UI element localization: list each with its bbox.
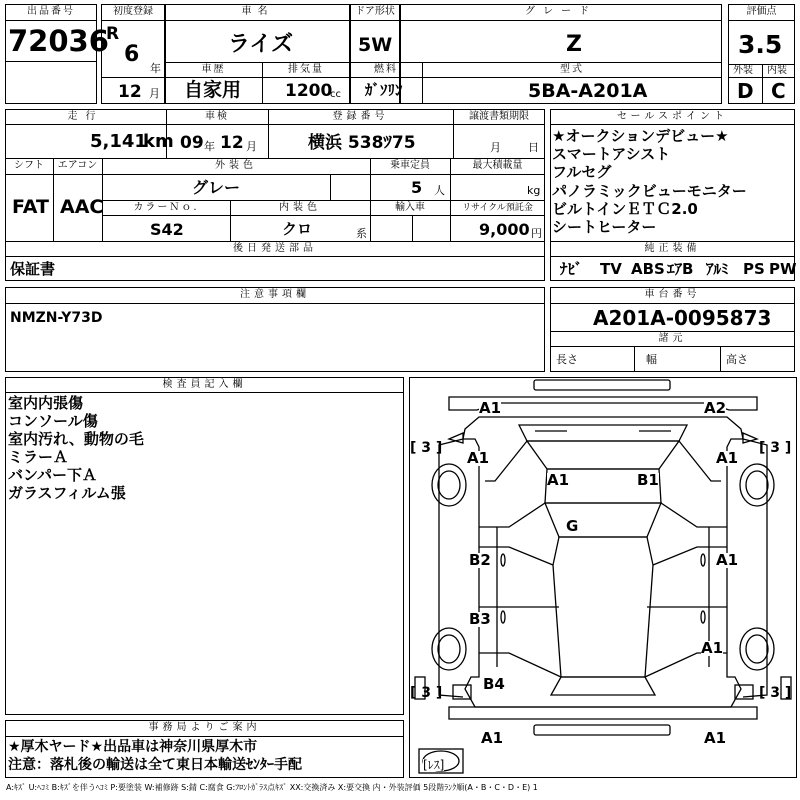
inspector-line-3: 室内汚れ、動物の毛 [8, 430, 144, 448]
inspection-year-unit: 年 [204, 140, 215, 153]
chassis-number: A201A-0095873 [593, 306, 772, 330]
plate-label: 登録番号 [332, 111, 389, 122]
first-reg-label: 初度登録 [113, 6, 153, 17]
door-type: 5W [358, 34, 393, 56]
shift: FAT [12, 196, 49, 218]
int-grade: C [771, 79, 786, 103]
tire-front-right: [ 3 ] [759, 440, 792, 456]
lot-number: 72036 [8, 24, 109, 58]
mark-front-fender-right: A1 [716, 449, 739, 467]
specs-label: 諸元 [658, 333, 687, 344]
equip-alloy: ｱﾙﾐ [706, 260, 729, 278]
mileage: 5,141 [90, 131, 147, 152]
equipment-label: 純正装備 [644, 243, 701, 254]
fuel-label: 燃料 [374, 64, 398, 75]
mark-rear-bumper-left: A1 [481, 729, 504, 747]
int-grade-label: 内装 [767, 65, 787, 76]
mark-front-fender-left: A1 [467, 449, 490, 467]
tire-rear-right: [ 3 ] [759, 685, 792, 701]
inspection-year: 09 [180, 133, 204, 153]
color-no-label: カラーＮｏ. [133, 202, 199, 213]
inspector-line-6: ガラスフィルム張 [8, 484, 126, 502]
later-parts: 保証書 [10, 260, 56, 278]
sales-point-1: ★オークションデビュー★ [552, 127, 729, 145]
score-label: 評価点 [746, 6, 777, 17]
capacity: 5 [411, 178, 423, 197]
notes-text: NMZN-Y73D [10, 310, 103, 326]
history-label: 車歴 [201, 64, 226, 75]
equip-navi: ﾅﾋﾞ [560, 260, 583, 278]
displacement-label: 排気量 [288, 64, 324, 75]
inspection-month: 12 [220, 133, 244, 153]
ext-grade: D [737, 79, 754, 103]
car-name-label: 車名 [241, 6, 274, 17]
mark-rear-door-left: B3 [469, 610, 491, 628]
recycle: 9,000 [479, 220, 530, 239]
door-label: ドア形状 [355, 6, 395, 17]
car-diagram [409, 377, 797, 778]
max-load-unit: kg [527, 184, 541, 197]
capacity-unit: 人 [434, 184, 445, 197]
first-reg-year-unit: 年 [150, 62, 161, 75]
spec-width-label: 幅 [646, 353, 657, 366]
mark-front-bumper-left: A1 [479, 399, 502, 417]
fuel: ｶﾞｿﾘﾝ [365, 81, 403, 99]
ext-color: グレー [192, 178, 241, 197]
aircon: AAC [60, 196, 104, 218]
import-label: 輸入車 [395, 202, 425, 213]
inspector-line-5: バンパー下Ａ [8, 466, 97, 484]
sales-point-3: フルセグ [552, 163, 612, 181]
equip-tv: TV [600, 260, 622, 278]
notes-label: 注意事項欄 [240, 289, 310, 300]
chassis-label: 車台番号 [644, 289, 701, 300]
model-code-label: 型式 [560, 64, 584, 75]
first-reg-era: R [106, 24, 120, 44]
max-load-label: 最大積載量 [472, 160, 523, 171]
equip-airbag: ｴｱB [667, 260, 694, 278]
displacement-unit: cc [330, 89, 341, 100]
inspector-label: 検査員記入欄 [162, 379, 247, 390]
first-reg-month: 12 [118, 82, 142, 102]
office-label: 事務局よりご案内 [148, 722, 261, 733]
transfer-deadline-label: 譲渡書類期限 [469, 111, 529, 122]
history: 自家用 [184, 79, 242, 101]
int-color: クロ [282, 220, 313, 238]
inspector-line-2: コンソール傷 [8, 412, 98, 430]
lot-label: 出品番号 [27, 6, 75, 17]
mark-rear-fender-right: A1 [701, 639, 724, 657]
mileage-unit: km [143, 131, 174, 152]
office-line-2: 注意：落札後の輸送は全て東日本輸送ｾﾝﾀｰ手配 [8, 757, 302, 773]
tire-front-left: [ 3 ] [410, 440, 443, 456]
grade: Z [566, 32, 582, 57]
mileage-label: 走行 [67, 111, 104, 122]
car-name: ライズ [228, 32, 294, 57]
mark-front-door-left: B2 [469, 551, 491, 569]
equip-ps: PS [743, 260, 765, 278]
ext-grade-label: 外装 [733, 65, 753, 76]
int-color-label: 内装色 [279, 202, 321, 213]
sales-point-5: ビルトインＥＴＣ2.0 [552, 200, 698, 218]
mark-front-bumper-right: A2 [704, 399, 727, 417]
sales-point-6: シートヒーター [552, 218, 657, 236]
sales-points-label: セールスポイント [616, 111, 729, 122]
model-code: 5BA-A201A [528, 80, 648, 102]
mark-rear-fender-left: B4 [483, 675, 505, 693]
grade-label: グレード [525, 6, 597, 17]
legend-text: A:ｷｽﾞ U:ﾍｺﾐ B:ｷｽﾞを伴うﾍｺﾐ P:要塗装 W:補修跡 S:錆 C:腐食 G:ﾌﾛﾝﾄｶﾞﾗｽ点ｷｽﾞ XX:交換済み X:要交換 内・外装評価 5段階ﾗﾝｸ順(A・B・C・D・E) 1 [6, 783, 538, 792]
inspector-line-4: ミラーＡ [8, 448, 69, 466]
mark-windshield: G [566, 517, 579, 535]
equip-pw: PW [769, 260, 797, 278]
recycle-label: リサイクル預託金 [462, 203, 533, 213]
aircon-label: エアコン [57, 160, 98, 171]
int-color-unit: 系 [356, 227, 367, 240]
mark-hood: A1 [547, 471, 570, 489]
color-no: S42 [150, 220, 184, 239]
inspection-month-unit: 月 [246, 140, 257, 153]
sales-point-2: スマートアシスト [552, 145, 671, 163]
spec-length-label: 長さ [556, 353, 578, 366]
first-reg-year: 6 [124, 42, 140, 67]
later-parts-label: 後日発送部品 [233, 243, 317, 254]
plate: 横浜 538ﾂ75 [308, 133, 416, 153]
inspector-line-1: 室内内張傷 [8, 394, 84, 412]
spec-height-label: 高さ [726, 353, 748, 366]
transfer-deadline-day-unit: 日 [528, 141, 539, 154]
mark-front-door-right: A1 [716, 551, 739, 569]
mark-rear-bumper-right: A1 [704, 729, 727, 747]
sales-point-4: パノラミックビューモニター [552, 182, 747, 200]
first-reg-month-unit: 月 [149, 87, 160, 100]
tire-rear-left: [ 3 ] [410, 685, 443, 701]
recycle-unit: 円 [531, 227, 542, 240]
office-line-1: ★厚木ヤード★出品車は神奈川県厚木市 [8, 739, 258, 755]
spare-tire-label: [ﾚｽ] [423, 758, 445, 772]
shift-label: シフト [14, 160, 44, 171]
transfer-deadline-month-unit: 月 [490, 141, 501, 154]
capacity-label: 乗車定員 [390, 160, 430, 171]
mark-hood-right: B1 [637, 471, 659, 489]
ext-color-label: 外装色 [215, 160, 257, 171]
inspection-label: 車検 [205, 111, 229, 122]
score: 3.5 [738, 30, 783, 59]
displacement: 1200 [285, 81, 333, 101]
equip-abs: ABS [631, 260, 665, 278]
